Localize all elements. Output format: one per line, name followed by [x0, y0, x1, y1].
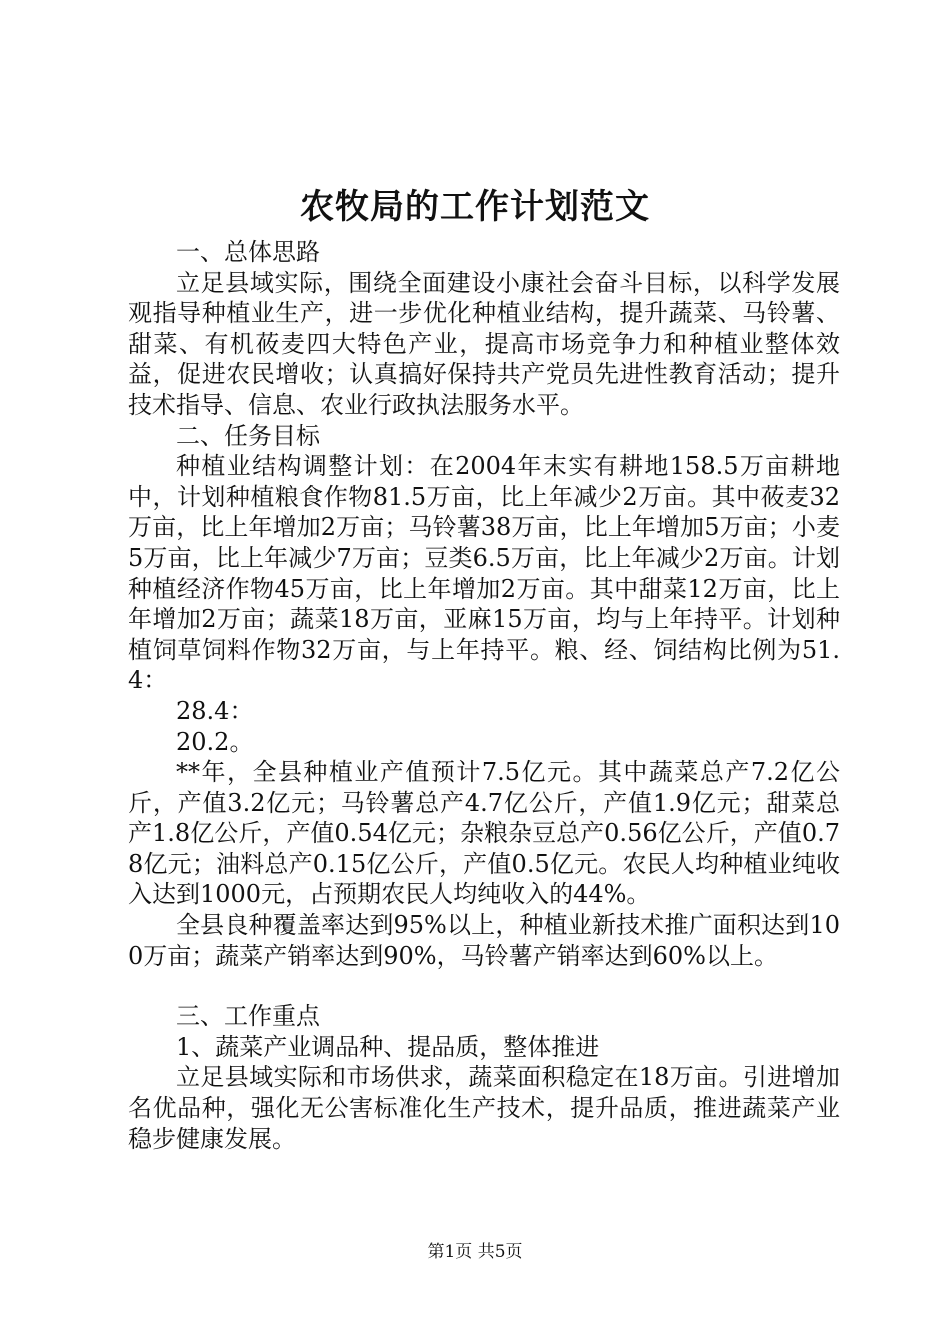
paragraph-vegetable-industry: 立足县域实际和市场供求，蔬菜面积稳定在18万亩。引进增加名优品种，强化无公害标准化生产技术，提升品质，推进蔬菜产业稳步健康发展。: [128, 1063, 840, 1153]
paragraph-ratio-part-2: 28.4：: [176, 696, 254, 725]
paragraph-seed-coverage: 全县良种覆盖率达到95%以上，种植业新技术推广面积达到100万亩；蔬菜产销率达到90%，马铃薯产销率达到60%以上。: [128, 911, 840, 970]
subheading-vegetable-industry: 1、蔬菜产业调品种、提品质，整体推进: [176, 1032, 600, 1061]
document-body: [128, 237, 840, 1154]
page-footer: 第1页 共5页: [427, 1242, 523, 1262]
section-heading-work-focus: 三、工作重点: [176, 1002, 320, 1031]
paragraph-ratio-part-3: 20.2。: [176, 727, 254, 756]
section-heading-overall-approach: 一、总体思路: [176, 238, 320, 266]
paragraph-overall-approach: 立足县域实际，围绕全面建设小康社会奋斗目标，以科学发展观指导种植业生产，进一步优化种植业结构，提升蔬菜、马铃薯、甜菜、有机莜麦四大特色产业，提高市场竞争力和种植业整体效益，促进农民增收；认真搞好保持共产党员先进性教育活动；提升技术指导、信息、农业行政执法服务水平。: [128, 268, 840, 419]
paragraph-structure-plan: 种植业结构调整计划：在2004年末实有耕地158.5万亩耕地中，计划种植粮食作物81.5万亩，比上年减少2万亩。其中莜麦32万亩，比上年增加2万亩；马铃薯38万亩，比上年增加5万亩；小麦5万亩，比上年减少7万亩；豆类6.5万亩，比上年减少2万亩。计划种植经济作物45万亩，比上年增加2万亩。其中甜菜12万亩，比上年增加2万亩；蔬菜18万亩，亚麻15万亩，均与上年持平。计划种植饲草饲料作物32万亩，与上年持平。粮、经、饲结构比例为51.4：: [128, 452, 840, 695]
section-heading-task-goals: 二、任务目标: [176, 421, 320, 450]
paragraph-output-value: **年，全县种植业产值预计7.5亿元。其中蔬菜总产7.2亿公斤，产值3.2亿元；马铃薯总产4.7亿公斤，产值1.9亿元；甜菜总产1.8亿公斤，产值0.54亿元；杂粮杂豆总产0.56亿公斤，产值0.78亿元；油料总产0.15亿公斤，产值0.5亿元。农民人均种植业纯收入达到1000元，占预期农民人均纯收入的44%。: [128, 758, 840, 909]
document-title: 农牧局的工作计划范文: [300, 187, 650, 227]
